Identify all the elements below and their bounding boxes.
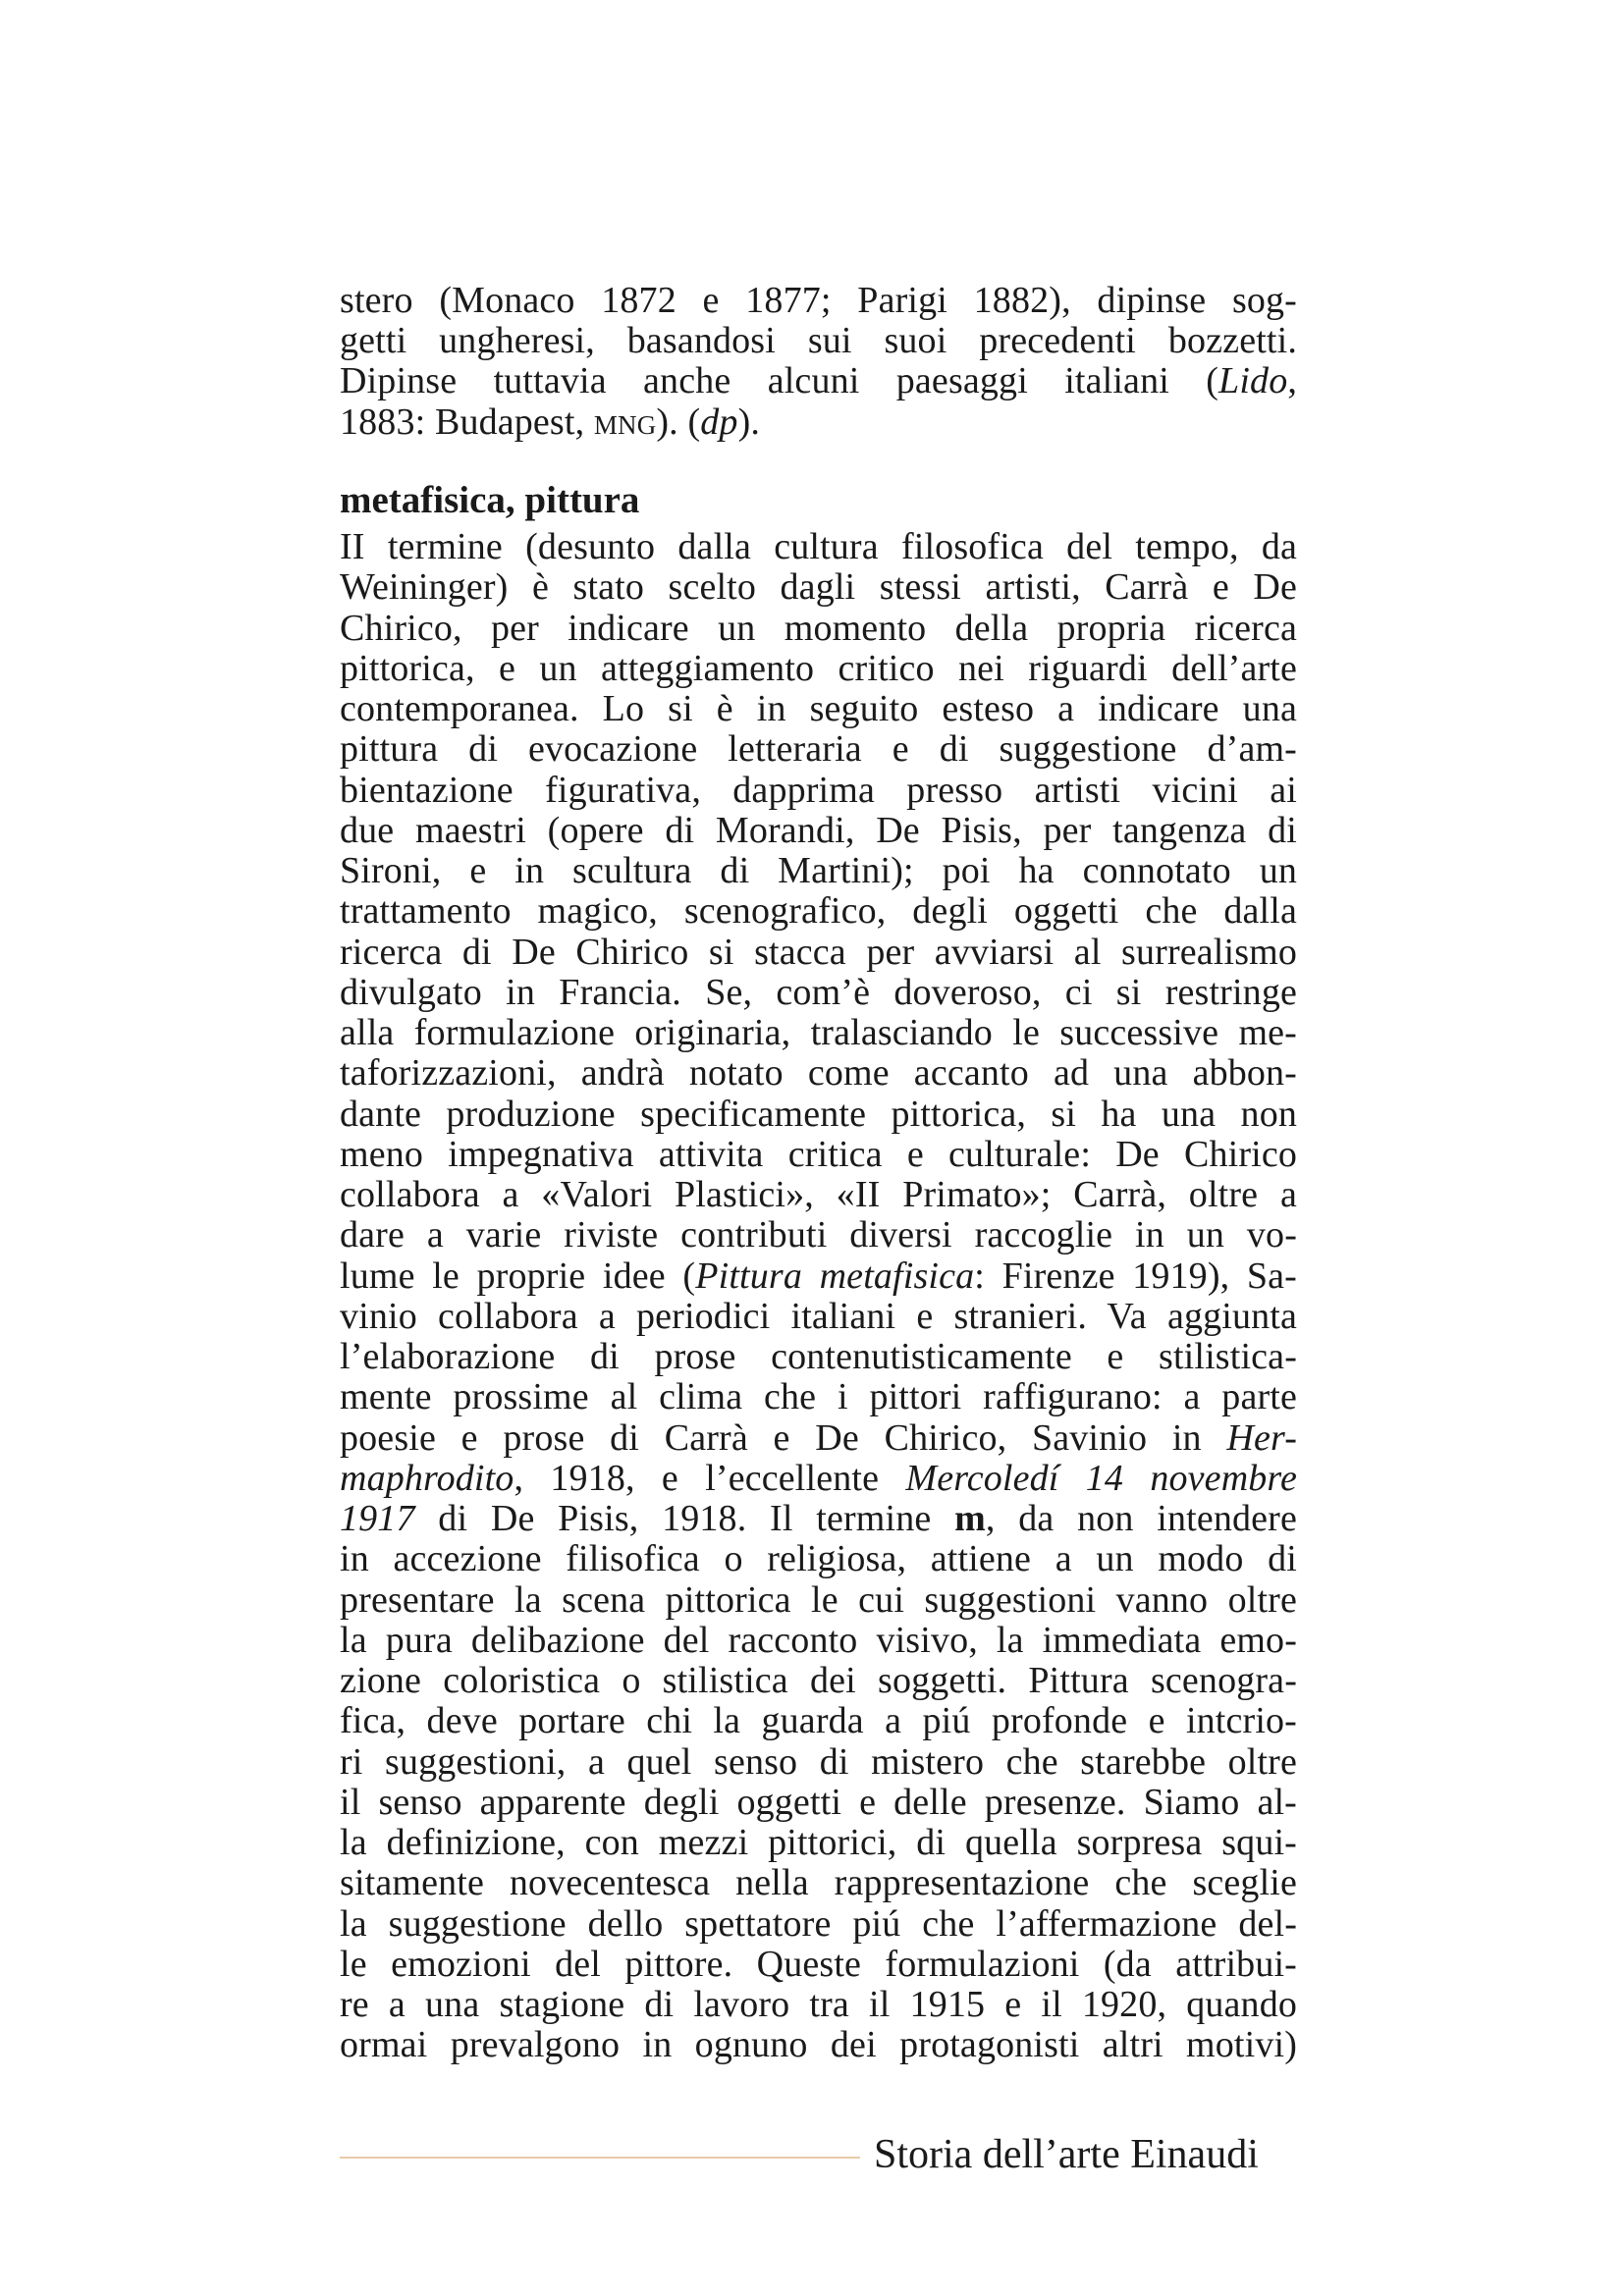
italic-work-title: maphrodito bbox=[340, 1457, 514, 1499]
italic-work-title: Pittura metafisica bbox=[695, 1255, 975, 1297]
text-line: bientazione figurativa, dapprima presso artisti vicini ai bbox=[340, 769, 1297, 811]
text-line: collabora a «Valori Plastici», «II Primato»; Carrà, oltre a bbox=[340, 1174, 1297, 1215]
author-initials: dp bbox=[700, 400, 738, 443]
text-line: Chirico, per indicare un momento della propria ricerca bbox=[340, 607, 1297, 649]
text-line: lume le proprie idee (Pittura metafisica: Firenze 1919), Sa- bbox=[340, 1255, 1297, 1297]
entry-heading: metafisica, pittura bbox=[340, 479, 640, 521]
text-line: 1883: Budapest, mng). (dp). bbox=[340, 400, 761, 443]
text-line: maphrodito, 1918, e l’eccellente Mercoledí 14 novembre bbox=[340, 1457, 1297, 1499]
footer-publication-title: Storia dell’arte Einaudi bbox=[874, 2132, 1259, 2177]
text-line: sitamente novecentesca nella rappresentazione che sceglie bbox=[340, 1862, 1297, 1904]
footer-divider bbox=[340, 2157, 860, 2159]
text-line: pittura di evocazione letteraria e di suggestione d’am- bbox=[340, 728, 1297, 771]
text-line: getti ungheresi, basandosi sui suoi precedenti bozzetti. bbox=[340, 320, 1297, 362]
text-line: le emozioni del pittore. Queste formulazioni (da attribui- bbox=[340, 1943, 1297, 1985]
text-line: la definizione, con mezzi pittorici, di quella sorpresa squi- bbox=[340, 1822, 1297, 1863]
text-line: la suggestione dello spettatore piú che l’affermazione del- bbox=[340, 1902, 1297, 1945]
italic-work-title: Her- bbox=[1226, 1416, 1297, 1459]
text-line: Sironi, e in scultura di Martini); poi ha connotato un bbox=[340, 850, 1297, 891]
text-line: presentare la scena pittorica le cui suggestioni vanno oltre bbox=[340, 1578, 1297, 1621]
text-line: ormai prevalgono in ognuno dei protagonisti altri motivi) bbox=[340, 2024, 1297, 2066]
text-line: contemporanea. Lo si è in seguito esteso a indicare una bbox=[340, 688, 1297, 729]
text-line: poesie e prose di Carrà e De Chirico, Savinio in Her- bbox=[340, 1416, 1297, 1459]
text-line: ricerca di De Chirico si stacca per avviarsi al surrealismo bbox=[340, 931, 1297, 973]
bold-headword-abbrev: m bbox=[954, 1498, 986, 1539]
italic-work-title: 1917 bbox=[340, 1498, 415, 1539]
text-line: due maestri (opere di Morandi, De Pisis, per tangenza di bbox=[340, 809, 1297, 851]
text-line: divulgato in Francia. Se, com’è doveroso, ci si restringe bbox=[340, 971, 1297, 1013]
italic-work-title: Mercoledí 14 novembre bbox=[905, 1457, 1297, 1499]
text-line: mente prossime al clima che i pittori raffigurano: a parte bbox=[340, 1376, 1297, 1418]
text-line: ri suggestioni, a quel senso di mistero che starebbe oltre bbox=[340, 1740, 1297, 1783]
text-line: zione coloristica o stilistica dei soggetti. Pittura scenogra- bbox=[340, 1660, 1297, 1701]
text-line: vinio collabora a periodici italiani e stranieri. Va aggiunta bbox=[340, 1295, 1297, 1337]
text-line: pittorica, e un atteggiamento critico nei riguardi dell’arte bbox=[340, 647, 1297, 689]
text-line: meno impegnativa attivita critica e culturale: De Chirico bbox=[340, 1133, 1297, 1175]
text-line: il senso apparente degli oggetti e delle presenze. Siamo al- bbox=[340, 1781, 1297, 1823]
text-line: II termine (desunto dalla cultura filosofica del tempo, da bbox=[340, 526, 1297, 567]
text-line: Weininger) è stato scelto dagli stessi artisti, Carrà e De bbox=[340, 566, 1297, 609]
text-line: re a una stagione di lavoro tra il 1915 e il 1920, quando bbox=[340, 1984, 1297, 2025]
text-line: Dipinse tuttavia anche alcuni paesaggi italiani (Lido, bbox=[340, 360, 1297, 402]
italic-work-title: Lido bbox=[1218, 360, 1288, 402]
previous-entry-tail bbox=[340, 281, 1297, 443]
text-line: alla formulazione originaria, tralasciando le successive me- bbox=[340, 1012, 1297, 1053]
text-line: fica, deve portare chi la guarda a piú profonde e intcrio- bbox=[340, 1700, 1297, 1742]
text-line: in accezione filisofica o religiosa, attiene a un modo di bbox=[340, 1538, 1297, 1580]
entry-body bbox=[340, 527, 1297, 2066]
text-line: l’elaborazione di prose contenutisticamente e stilistica- bbox=[340, 1336, 1297, 1377]
museum-abbreviation: mng bbox=[593, 400, 657, 443]
text-line: trattamento magico, scenografico, degli oggetti che dalla bbox=[340, 890, 1297, 933]
text-line: la pura delibazione del racconto visivo, la immediata emo- bbox=[340, 1619, 1297, 1661]
text-line: stero (Monaco 1872 e 1877; Parigi 1882), dipinse sog- bbox=[340, 280, 1297, 321]
text-line: dante produzione specificamente pittorica, si ha una non bbox=[340, 1093, 1297, 1135]
text-line: 1917 di De Pisis, 1918. Il termine m, da non intendere bbox=[340, 1498, 1297, 1539]
text-line: taforizzazioni, andrà notato come accanto ad una abbon- bbox=[340, 1052, 1297, 1095]
text-line: dare a varie riviste contributi diversi raccoglie in un vo- bbox=[340, 1214, 1297, 1256]
